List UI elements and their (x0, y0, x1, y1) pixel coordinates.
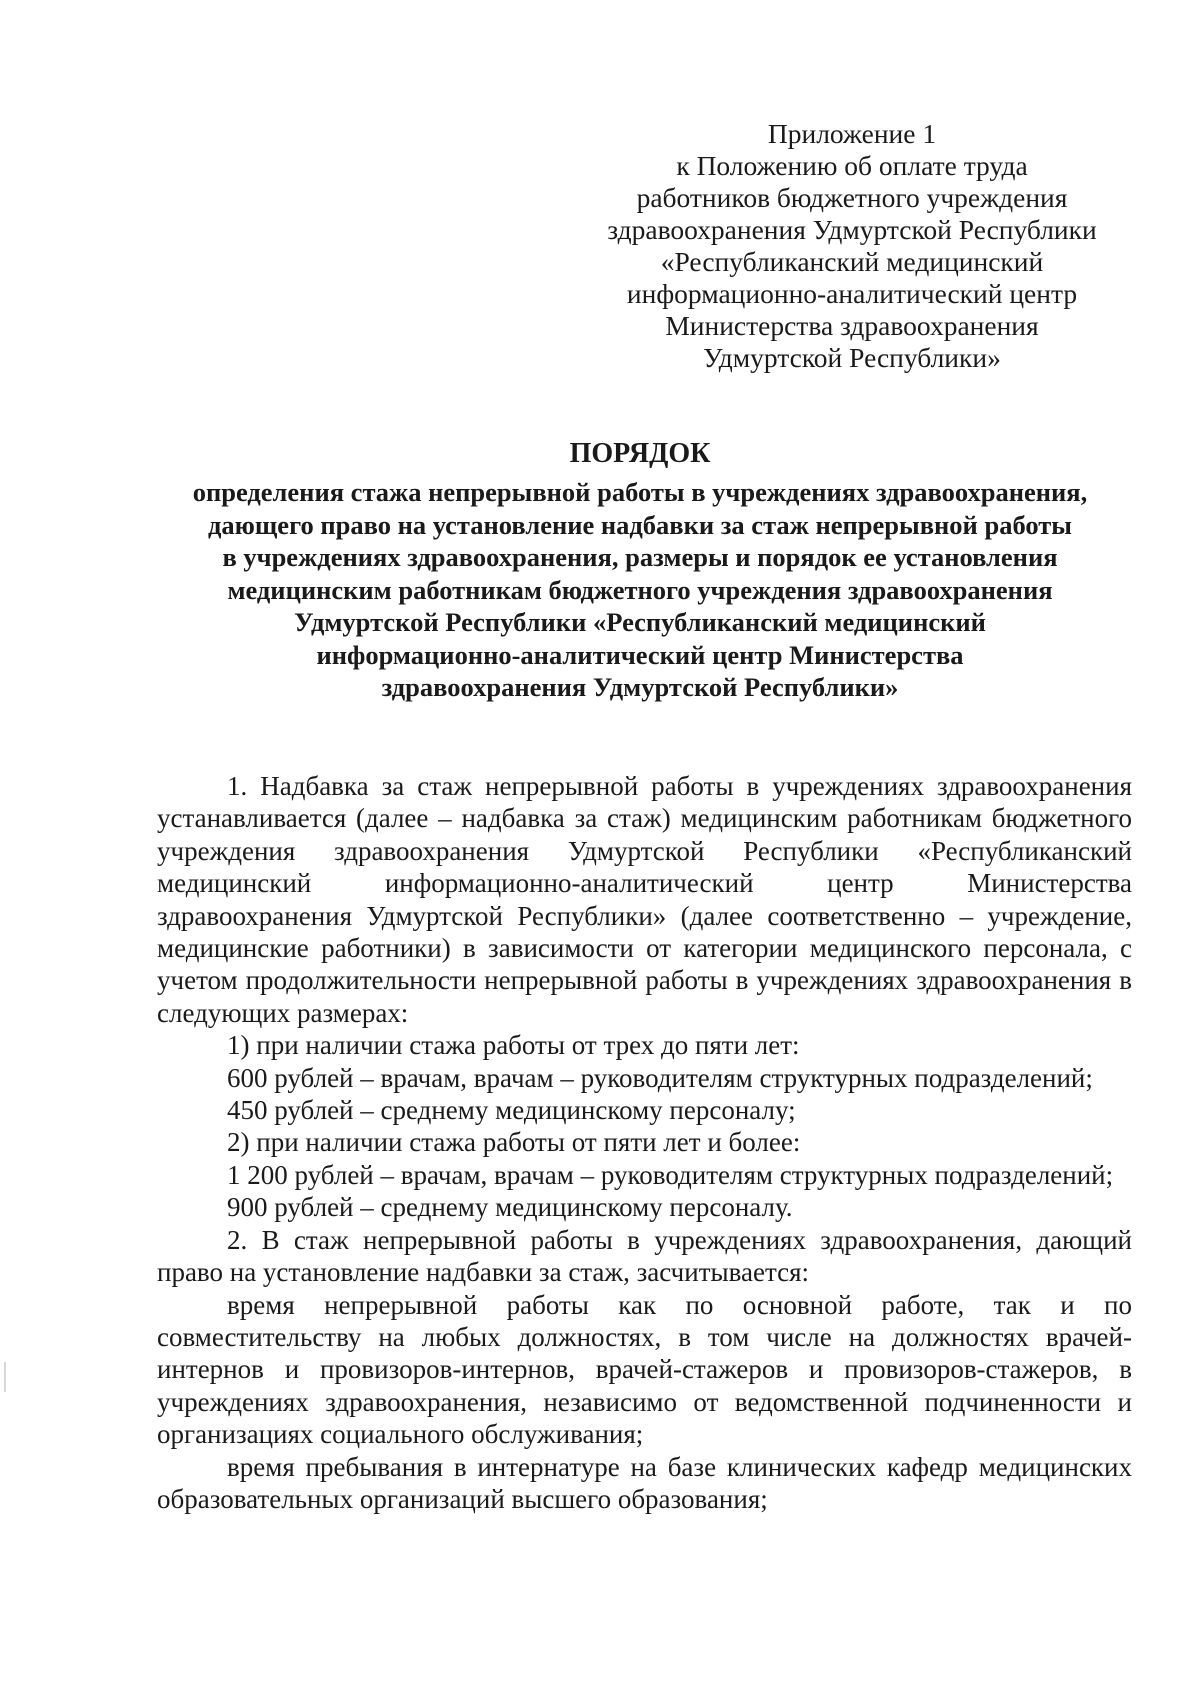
document-subtitle (120, 476, 1160, 704)
appendix-line: информационно-аналитический центр (626, 278, 1078, 309)
appendix-line: к Положению об оплате труда (676, 150, 1028, 181)
body-paragraph: 2) при наличии стажа работы от пяти лет и более: (227, 1127, 801, 1158)
appendix-line: «Республиканский медицинский (660, 246, 1044, 277)
appendix-line: работников бюджетного учреждения (636, 182, 1068, 213)
subtitle-line: информационно-аналитический центр Министерства (316, 639, 964, 670)
body-paragraph: время пребывания в интернатуре на базе клинических кафедр медицинских образовательных организаций высшего образования; (157, 1451, 1132, 1514)
body-paragraph: 1) при наличии стажа работы от трех до пяти лет: (227, 1030, 800, 1061)
appendix-line: здравоохранения Удмуртской Республики (607, 214, 1097, 245)
scan-margin-mark (4, 1362, 6, 1392)
body-paragraph: 600 рублей – врачам, врачам – руководителям структурных подразделений; (227, 1062, 1093, 1093)
subtitle-line: здравоохранения Удмуртской Республики» (381, 672, 899, 702)
body-paragraph: время непрерывной работы как по основной работе, так и по совместительству на любых должностях, в том числе на должностях врачей-интернов и провизоров-интернов, врачей-стажеров и провизоров-стажеров, в учреждениях здравоохранения, независимо от ведомственной подчиненности и организациях социального обслуживания; (157, 1289, 1132, 1450)
subtitle-line: определения стажа непрерывной работы в учреждениях здравоохранения, (192, 477, 1088, 507)
subtitle-line: медицинским работникам бюджетного учреждения здравоохранения (227, 574, 1053, 605)
document-title: ПОРЯДОК (569, 438, 711, 469)
appendix-line: Министерства здравоохранения (665, 310, 1039, 341)
body-paragraph: 1. Надбавка за стаж непрерывной работы в учреждениях здравоохранения устанавливается (далее – надбавка за стаж) медицинским работникам бюджетного учреждения здравоохранения Удмуртской Республики «Республиканский медицинский информационно-аналитический центр Министерства здравоохранения Удмуртской Республики» (далее соответственно – учреждение, медицинские работники) в зависимости от категории медицинского персонала, с учетом продолжительности непрерывной работы в учреждениях здравоохранения в следующих размерах: (157, 771, 1132, 1028)
document-body (157, 770, 1132, 1515)
body-paragraph: 2. В стаж непрерывной работы в учреждениях здравоохранения, дающий право на установление надбавки за стаж, засчитывается: (157, 1224, 1132, 1288)
body-paragraph: 450 рублей – среднему медицинскому персоналу; (227, 1095, 796, 1126)
body-paragraph: 1 200 рублей – врачам, врачам – руководителям структурных подразделений; (227, 1159, 1114, 1190)
body-paragraph: 900 рублей – среднему медицинскому персоналу. (227, 1192, 793, 1223)
appendix-line: Удмуртской Республики» (703, 342, 1001, 373)
subtitle-line: Удмуртской Республики «Республиканский медицинский (294, 607, 986, 637)
subtitle-line: дающего право на установление надбавки за стаж непрерывной работы (208, 509, 1072, 540)
appendix-header (572, 118, 1132, 374)
appendix-line: Приложение 1 (767, 118, 937, 149)
subtitle-line: в учреждениях здравоохранения, размеры и порядок ее установления (222, 542, 1058, 572)
